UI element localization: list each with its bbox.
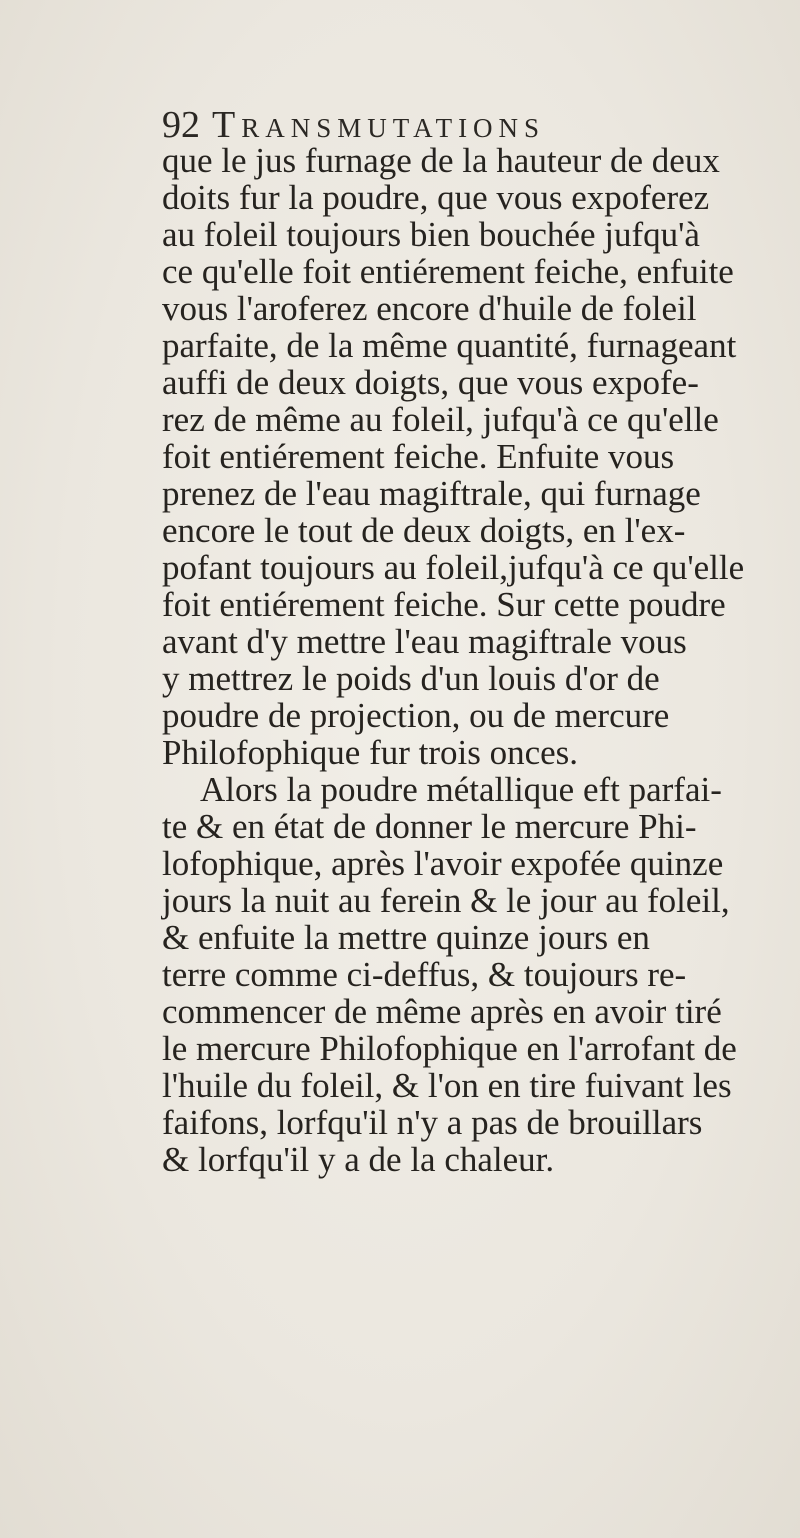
page-number: 92 [162, 104, 200, 146]
text-line: au foleil toujours bien bouchée jufqu'à [162, 215, 700, 254]
text-line: vous l'aroferez encore d'huile de foleil [162, 289, 697, 328]
text-line: commencer de même après en avoir tiré [162, 992, 722, 1031]
text-line: terre comme ci-deffus, & toujours re- [162, 955, 687, 994]
text-line: ce qu'elle foit entiérement feiche, enfuite [162, 252, 734, 291]
body-text [162, 142, 800, 1178]
text-line: foit entiérement feiche. Sur cette poudre [162, 585, 726, 624]
text-line: & lorfqu'il y a de la chaleur. [162, 1140, 555, 1179]
text-line: doits fur la poudre, que vous expoferez [162, 178, 710, 217]
running-title: Transmutations [212, 104, 546, 146]
text-line: le mercure Philofophique en l'arrofant de [162, 1029, 737, 1068]
text-line: prenez de l'eau magiftrale, qui furnage [162, 474, 701, 513]
text-line: jours la nuit au ferein & le jour au foleil, [162, 881, 730, 920]
text-line: te & en état de donner le mercure Phi- [162, 807, 697, 846]
text-line: rez de même au foleil, jufqu'à ce qu'elle [162, 400, 719, 439]
text-line: que le jus furnage de la hauteur de deux [162, 141, 720, 180]
text-line: y mettrez le poids d'un louis d'or de [162, 659, 660, 698]
paragraph-start-line: Alors la poudre métallique eft parfai- [200, 770, 722, 809]
text-line: auffi de deux doigts, que vous expofe- [162, 363, 699, 402]
text-line: l'huile du foleil, & l'on en tire fuivant les [162, 1066, 732, 1105]
text-line: faifons, lorfqu'il n'y a pas de brouillars [162, 1103, 703, 1142]
text-line: lofophique, après l'avoir expofée quinze [162, 844, 724, 883]
text-line: encore le tout de deux doigts, en l'ex- [162, 511, 686, 550]
text-line: poudre de projection, ou de mercure [162, 696, 670, 735]
text-line: pofant toujours au foleil,jufqu'à ce qu'elle [162, 548, 745, 587]
text-line: parfaite, de la même quantité, furnageant [162, 326, 737, 365]
text-line: & enfuite la mettre quinze jours en [162, 918, 650, 957]
text-line: Philofophique fur trois onces. [162, 733, 579, 772]
text-line: foit entiérement feiche. Enfuite vous [162, 437, 675, 476]
text-line: avant d'y mettre l'eau magiftrale vous [162, 622, 687, 661]
